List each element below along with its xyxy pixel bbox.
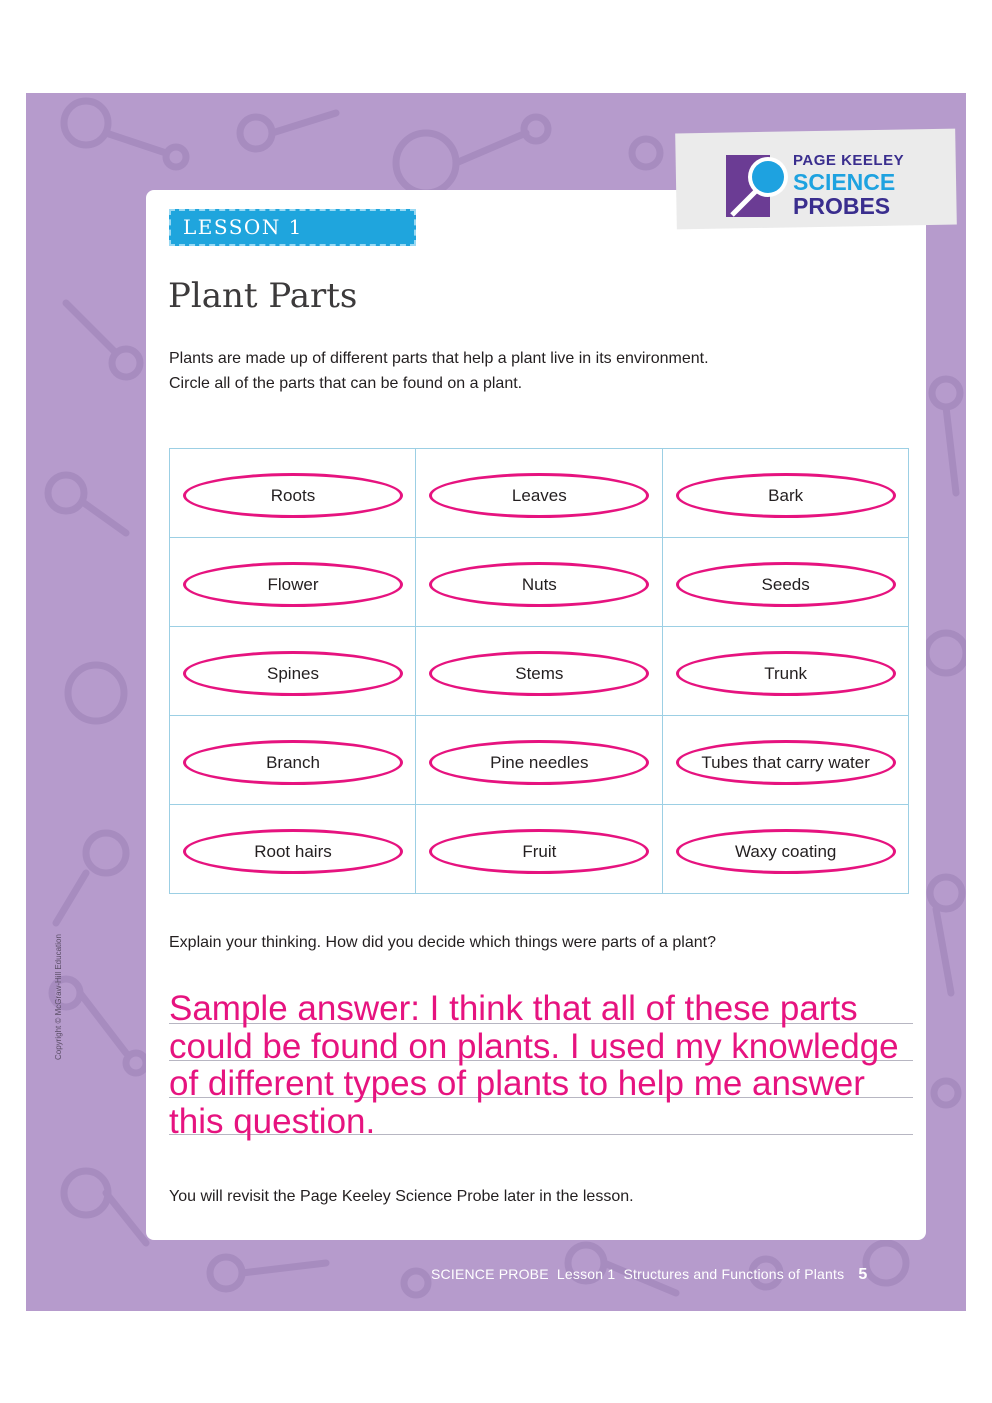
grid-cell (662, 627, 908, 716)
logo-line-2: SCIENCE (793, 169, 896, 195)
grid-cell (170, 538, 416, 627)
grid-cell (416, 716, 662, 805)
revisit-note: You will revisit the Page Keeley Science Probe later in the lesson. (169, 1188, 634, 1205)
circled-option[interactable]: Leaves (429, 473, 649, 518)
grid-cell (662, 716, 908, 805)
page-title: Plant Parts (168, 276, 358, 316)
circled-option[interactable]: Stems (429, 651, 649, 696)
circled-option[interactable]: Nuts (429, 562, 649, 607)
logo-text (793, 153, 904, 218)
circled-option[interactable]: Spines (183, 651, 403, 696)
circled-option[interactable]: Seeds (676, 562, 896, 607)
sample-answer: Sample answer: I think that all of these parts could be found on plants. I used my knowledge of different types of plants to help me answer this question. (169, 989, 899, 1141)
grid-cell (416, 538, 662, 627)
grid-cell (662, 449, 908, 538)
grid-cell (416, 449, 662, 538)
grid-cell (170, 716, 416, 805)
circled-option[interactable]: Root hairs (183, 829, 403, 874)
footer-label: SCIENCE PROBE Lesson 1 Structures and Functions of Plants (431, 1266, 845, 1282)
circled-option[interactable]: Flower (183, 562, 403, 607)
lesson-badge: LESSON 1 LAUNCH (169, 209, 416, 246)
logo-line-3: PROBES (793, 193, 891, 219)
circled-option[interactable]: Roots (183, 473, 403, 518)
grid-cell (170, 627, 416, 716)
circled-option[interactable]: Branch (183, 740, 403, 785)
circled-option[interactable]: Trunk (676, 651, 896, 696)
circled-option[interactable]: Fruit (429, 829, 649, 874)
grid-cell (170, 449, 416, 538)
magnifier-logo-icon (726, 155, 790, 219)
grid-row (170, 538, 909, 627)
intro-text: Plants are made up of different parts that help a plant live in its environment. Circle all of the parts that can be found on a plant. (169, 350, 709, 392)
grid-cell (662, 538, 908, 627)
explain-prompt: Explain your thinking. How did you decide which things were parts of a plant? (169, 934, 716, 951)
grid-row (170, 449, 909, 538)
circled-option[interactable]: Bark (676, 473, 896, 518)
circled-option[interactable]: Waxy coating (676, 829, 896, 874)
grid-cell (662, 805, 908, 894)
grid-cell (416, 805, 662, 894)
grid-cell (170, 805, 416, 894)
page-number: 5 (858, 1266, 868, 1283)
circled-option[interactable]: Tubes that carry water (676, 740, 896, 785)
circled-option[interactable]: Pine needles (429, 740, 649, 785)
logo-line-1: PAGE KEELEY (793, 152, 905, 169)
grid-cell (416, 627, 662, 716)
plant-parts-grid (169, 448, 909, 894)
grid-row (170, 716, 909, 805)
copyright-text: Copyright © McGraw-Hill Education (54, 934, 64, 1060)
grid-row (170, 627, 909, 716)
page-footer (431, 1266, 867, 1284)
grid-row (170, 805, 909, 894)
